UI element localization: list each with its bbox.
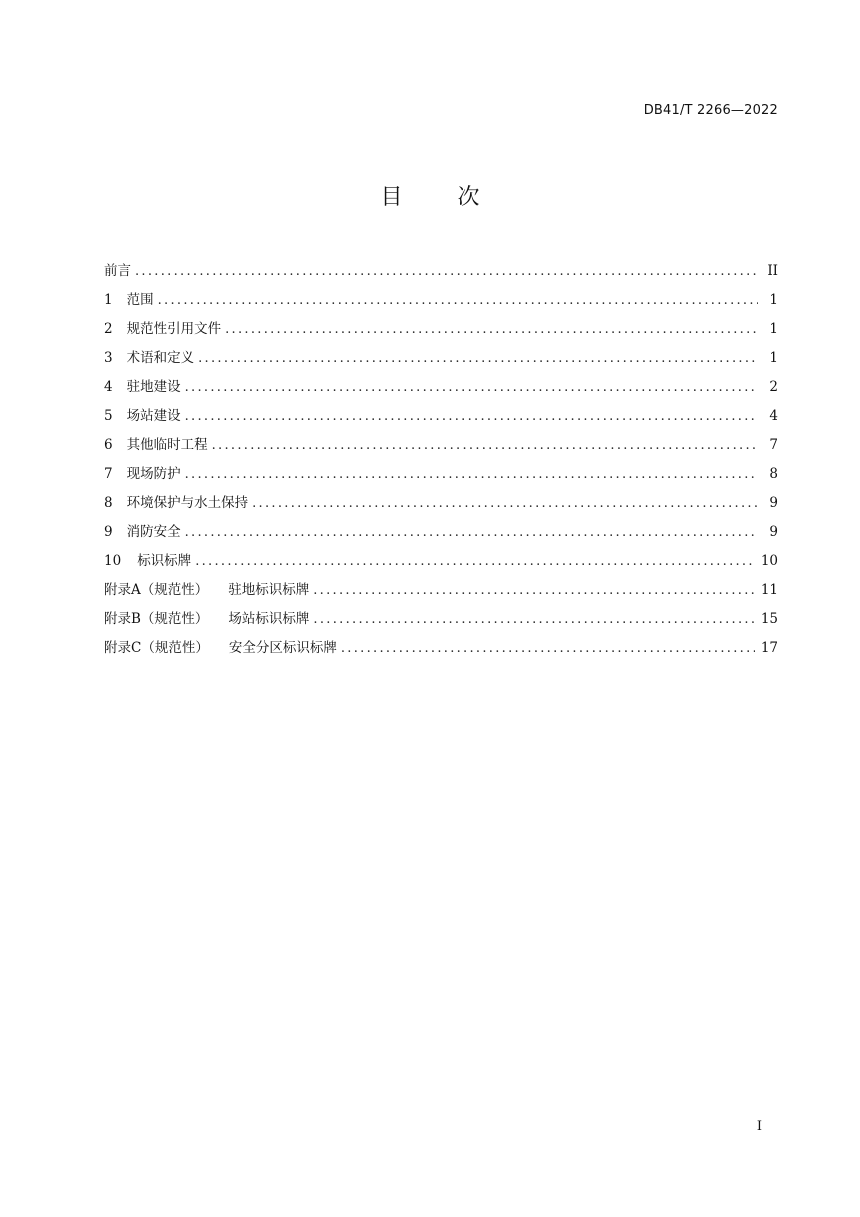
toc-entry-number: 4 [104, 379, 113, 395]
toc-leader-dots [185, 407, 758, 427]
toc-leader-dots [198, 349, 758, 369]
toc-entry-page: 1 [769, 292, 778, 308]
toc-leader-dots [195, 552, 755, 572]
page-number: I [756, 1119, 762, 1134]
toc-entry-fire-safety[interactable] [104, 522, 778, 551]
toc-entry-page: 4 [769, 408, 778, 424]
toc-entry-number: 9 [104, 524, 113, 540]
toc-entry-label: 场站标识标牌 [228, 611, 310, 627]
toc-entry-foreword[interactable] [104, 261, 778, 290]
toc-entry-label: 术语和定义 [126, 350, 195, 366]
toc-entry-appendix-c[interactable] [104, 638, 778, 667]
toc-entry-label: 其他临时工程 [126, 437, 208, 453]
toc-entry-number: 10 [104, 553, 122, 569]
toc-entry-signage[interactable] [104, 551, 778, 580]
toc-entry-label: 范围 [126, 292, 154, 308]
toc-entry-number: 1 [104, 292, 113, 308]
toc-entry-other-temporary-works[interactable] [104, 435, 778, 464]
toc-entry-number: 7 [104, 466, 113, 482]
toc-leader-dots [252, 494, 758, 514]
toc-entry-page: 2 [769, 379, 778, 395]
toc-entry-page: 9 [769, 524, 778, 540]
toc-entry-label: 驻地建设 [126, 379, 181, 395]
toc-leader-dots [341, 639, 755, 659]
toc-entry-page: 11 [760, 582, 778, 598]
toc-leader-dots [313, 610, 754, 630]
toc-entry-label: 环境保护与水土保持 [126, 495, 249, 511]
toc-leader-dots [185, 523, 758, 543]
toc-entry-label: 消防安全 [126, 524, 181, 540]
toc-entry-terms-definitions[interactable] [104, 348, 778, 377]
toc-leader-dots [185, 378, 758, 398]
toc-leader-dots [212, 436, 758, 456]
toc-entry-appendix-b[interactable] [104, 609, 778, 638]
toc-appendix-prefix: 附录B（规范性） [104, 611, 209, 627]
toc-entry-number: 2 [104, 321, 113, 337]
toc-entry-label: 标识标牌 [137, 553, 192, 569]
toc-entry-label: 场站建设 [126, 408, 181, 424]
toc-entry-label: 安全分区标识标牌 [228, 640, 337, 656]
toc-entry-normative-references[interactable] [104, 319, 778, 348]
toc-entry-label: 现场防护 [126, 466, 181, 482]
toc-entry-page: 15 [760, 611, 778, 627]
toc-entry-number: 8 [104, 495, 113, 511]
toc-appendix-prefix: 附录A（规范性） [104, 582, 209, 598]
toc-leader-dots [185, 465, 758, 485]
toc-entry-page: 9 [769, 495, 778, 511]
page-title: 目 次 [380, 185, 504, 210]
toc-entry-page: 8 [769, 466, 778, 482]
toc-entry-page: 7 [769, 437, 778, 453]
toc-entry-station-construction[interactable] [104, 406, 778, 435]
toc-entry-page: II [767, 263, 778, 279]
toc-entry-scope[interactable] [104, 290, 778, 319]
toc-entry-page: 10 [760, 553, 778, 569]
table-of-contents [104, 261, 778, 667]
toc-entry-label: 驻地标识标牌 [228, 582, 310, 598]
toc-entry-number: 6 [104, 437, 113, 453]
toc-appendix-prefix: 附录C（规范性） [104, 640, 209, 656]
toc-entry-environmental-protection[interactable] [104, 493, 778, 522]
toc-entry-site-protection[interactable] [104, 464, 778, 493]
toc-entry-camp-construction[interactable] [104, 377, 778, 406]
toc-entry-label: 前言 [104, 263, 131, 279]
standard-code: DB41/T 2266—2022 [643, 103, 778, 118]
toc-entry-page: 1 [769, 321, 778, 337]
toc-entry-number: 5 [104, 408, 113, 424]
toc-leader-dots [158, 291, 758, 311]
toc-entry-label: 规范性引用文件 [126, 321, 222, 337]
toc-leader-dots [313, 581, 755, 601]
toc-entry-appendix-a[interactable] [104, 580, 778, 609]
toc-leader-dots [135, 262, 758, 282]
toc-entry-page: 1 [769, 350, 778, 366]
toc-entry-page: 17 [760, 640, 778, 656]
toc-leader-dots [225, 320, 758, 340]
toc-entry-number: 3 [104, 350, 113, 366]
